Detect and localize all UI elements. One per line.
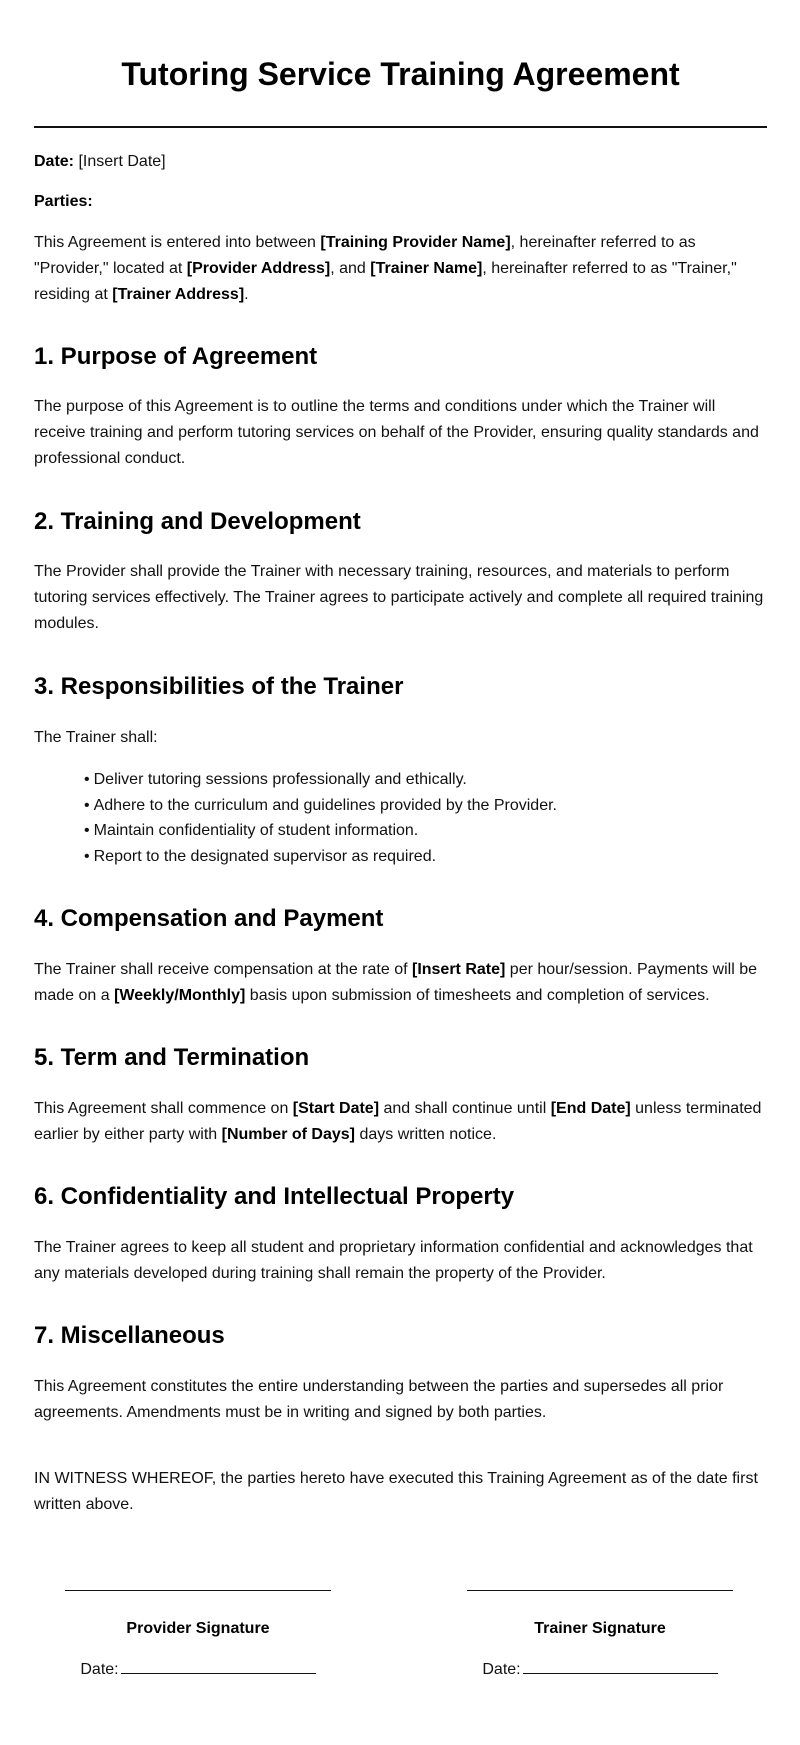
trainer-date-field[interactable] xyxy=(523,1659,718,1674)
intro-text: , hereinafter referred to as "Provider," located at xyxy=(34,234,696,277)
section-4-body xyxy=(34,957,767,1009)
section-6-heading: 6. Confidentiality and Intellectual Property xyxy=(34,1183,515,1210)
section-7-body: This Agreement constitutes the entire understanding between the parties and supersedes all prior agreements. Amendments must be in writing and signed by both parties. xyxy=(34,1378,724,1421)
section-2-heading: 2. Training and Development xyxy=(34,508,361,535)
list-item: • Deliver tutoring sessions professionally and ethically. xyxy=(84,767,557,793)
trainer-signature-line[interactable] xyxy=(467,1590,733,1591)
section-7-heading: 7. Miscellaneous xyxy=(34,1322,225,1349)
date-value: [Insert Date] xyxy=(78,153,166,170)
section-4-heading: 4. Compensation and Payment xyxy=(34,905,384,932)
section-5-text: This Agreement shall commence on xyxy=(34,1100,293,1117)
trainer-name-placeholder: [Trainer Name] xyxy=(370,260,483,277)
trainer-date-label: Date: xyxy=(482,1661,521,1678)
section-5-text: days written notice. xyxy=(355,1126,497,1143)
section-3-intro: The Trainer shall: xyxy=(34,729,158,746)
section-3-heading: 3. Responsibilities of the Trainer xyxy=(34,673,404,700)
section-4-text: The Trainer shall receive compensation at the rate of xyxy=(34,961,412,978)
provider-signature-line[interactable] xyxy=(65,1590,331,1591)
provider-date-label: Date: xyxy=(80,1661,119,1678)
trainer-address-placeholder: [Trainer Address] xyxy=(112,286,245,303)
witness-clause: IN WITNESS WHEREOF, the parties hereto have executed this Training Agreement as of the date first written above. xyxy=(34,1470,758,1513)
section-4-text: basis upon submission of timesheets and completion of services. xyxy=(245,987,710,1004)
list-item: • Maintain confidentiality of student information. xyxy=(84,818,557,844)
rate-placeholder: [Insert Rate] xyxy=(411,961,506,978)
date-line xyxy=(34,149,767,175)
intro-text: , hereinafter referred to as "Trainer," residing at xyxy=(34,260,737,303)
document-title: Tutoring Service Training Agreement xyxy=(121,56,680,92)
provider-name-placeholder: [Training Provider Name] xyxy=(320,234,511,251)
trainer-signature-label: Trainer Signature xyxy=(534,1620,666,1637)
provider-signature-label: Provider Signature xyxy=(126,1620,270,1637)
section-5-heading: 5. Term and Termination xyxy=(34,1044,310,1071)
list-item: • Adhere to the curriculum and guidelines provided by the Provider. xyxy=(84,793,557,819)
parties-line xyxy=(34,189,767,215)
section-2-body: The Provider shall provide the Trainer with necessary training, resources, and materials to perform tutoring services effectively. The Trainer agrees to participate actively and complete all required training modules. xyxy=(34,563,764,632)
title-divider xyxy=(34,126,767,128)
responsibilities-list xyxy=(84,767,557,869)
provider-address-placeholder: [Provider Address] xyxy=(186,260,331,277)
section-5-body xyxy=(34,1096,767,1148)
provider-date-line xyxy=(64,1659,332,1680)
intro-text: , and xyxy=(330,260,371,277)
intro-text: This Agreement is entered into between xyxy=(34,234,321,251)
intro-paragraph xyxy=(34,230,767,308)
section-1-body: The purpose of this Agreement is to outline the terms and conditions under which the Trainer will receive training and perform tutoring services on behalf of the Provider, ensuring quality standards and professional conduct. xyxy=(34,398,759,467)
date-label: Date: xyxy=(34,153,75,170)
section-5-text: and shall continue until xyxy=(379,1100,551,1117)
parties-label: Parties: xyxy=(34,193,93,210)
provider-signature-block xyxy=(64,1590,332,1680)
frequency-placeholder: [Weekly/Monthly] xyxy=(114,987,246,1004)
provider-date-field[interactable] xyxy=(121,1659,316,1674)
trainer-date-line xyxy=(466,1659,734,1680)
notice-days-placeholder: [Number of Days] xyxy=(221,1126,355,1143)
end-date-placeholder: [End Date] xyxy=(550,1100,631,1117)
intro-text: . xyxy=(244,286,249,303)
section-4-text: per hour/session. Payments will be made on a xyxy=(34,961,758,1004)
list-item: • Report to the designated supervisor as required. xyxy=(84,844,557,870)
section-6-body: The Trainer agrees to keep all student and proprietary information confidential and acknowledges that any materials developed during training shall remain the property of the Provider. xyxy=(34,1239,753,1282)
section-5-text: unless terminated earlier by either party with xyxy=(34,1100,762,1143)
start-date-placeholder: [Start Date] xyxy=(292,1100,380,1117)
trainer-signature-block xyxy=(466,1590,734,1680)
section-1-heading: 1. Purpose of Agreement xyxy=(34,343,318,370)
